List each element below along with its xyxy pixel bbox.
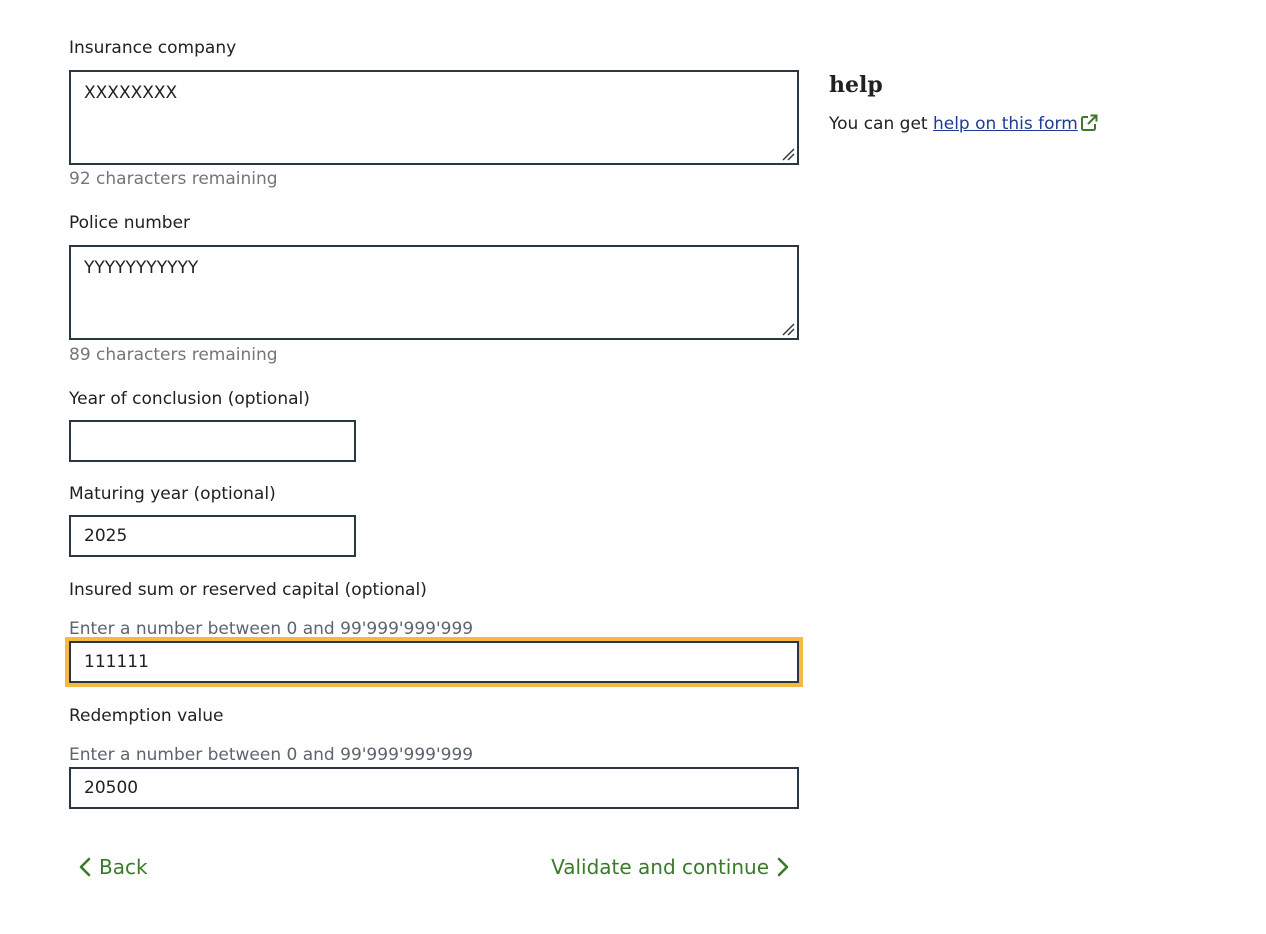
insurance-company-textarea[interactable] bbox=[69, 70, 799, 165]
help-text-prefix: You can get bbox=[829, 114, 933, 134]
police-number-textarea[interactable] bbox=[69, 245, 799, 340]
back-button-label: Back bbox=[99, 855, 148, 879]
external-link-icon[interactable] bbox=[1080, 114, 1098, 132]
help-title: help bbox=[829, 72, 883, 98]
redemption-value-input[interactable] bbox=[69, 767, 799, 809]
police-number-counter: 89 characters remaining bbox=[69, 345, 278, 365]
validate-and-continue-button[interactable] bbox=[551, 852, 789, 882]
back-button[interactable] bbox=[79, 852, 148, 882]
continue-button-label: Validate and continue bbox=[551, 855, 769, 879]
insured-sum-value: 111111 bbox=[84, 652, 149, 672]
maturing-year-input[interactable] bbox=[69, 515, 356, 557]
resize-grip-icon[interactable] bbox=[781, 322, 795, 336]
insured-sum-input[interactable] bbox=[69, 641, 799, 683]
help-text bbox=[829, 112, 1229, 136]
redemption-value-value: 20500 bbox=[84, 778, 139, 798]
chevron-left-icon bbox=[79, 857, 91, 877]
maturing-year-label: Maturing year (optional) bbox=[69, 484, 276, 504]
help-on-this-form-link[interactable] bbox=[933, 114, 1078, 134]
insurance-company-value: XXXXXXXX bbox=[84, 83, 178, 103]
redemption-value-label: Redemption value bbox=[69, 706, 224, 726]
help-link-label: help on this form bbox=[932, 114, 1078, 134]
police-number-value: YYYYYYYYYYY bbox=[84, 258, 199, 278]
chevron-right-icon bbox=[777, 857, 789, 877]
maturing-year-value: 2025 bbox=[84, 526, 128, 546]
insurance-company-label: Insurance company bbox=[69, 38, 237, 58]
help-panel bbox=[829, 70, 1229, 136]
insurance-company-counter: 92 characters remaining bbox=[69, 169, 278, 189]
year-of-conclusion-label: Year of conclusion (optional) bbox=[69, 389, 310, 409]
year-of-conclusion-input[interactable] bbox=[69, 420, 356, 462]
redemption-value-hint: Enter a number between 0 and 99'999'999'999 bbox=[69, 745, 474, 765]
insured-sum-label: Insured sum or reserved capital (optional) bbox=[69, 580, 427, 600]
resize-grip-icon[interactable] bbox=[781, 147, 795, 161]
police-number-label: Police number bbox=[69, 213, 191, 233]
insured-sum-hint: Enter a number between 0 and 99'999'999'999 bbox=[69, 619, 474, 639]
form-actions bbox=[69, 852, 799, 882]
